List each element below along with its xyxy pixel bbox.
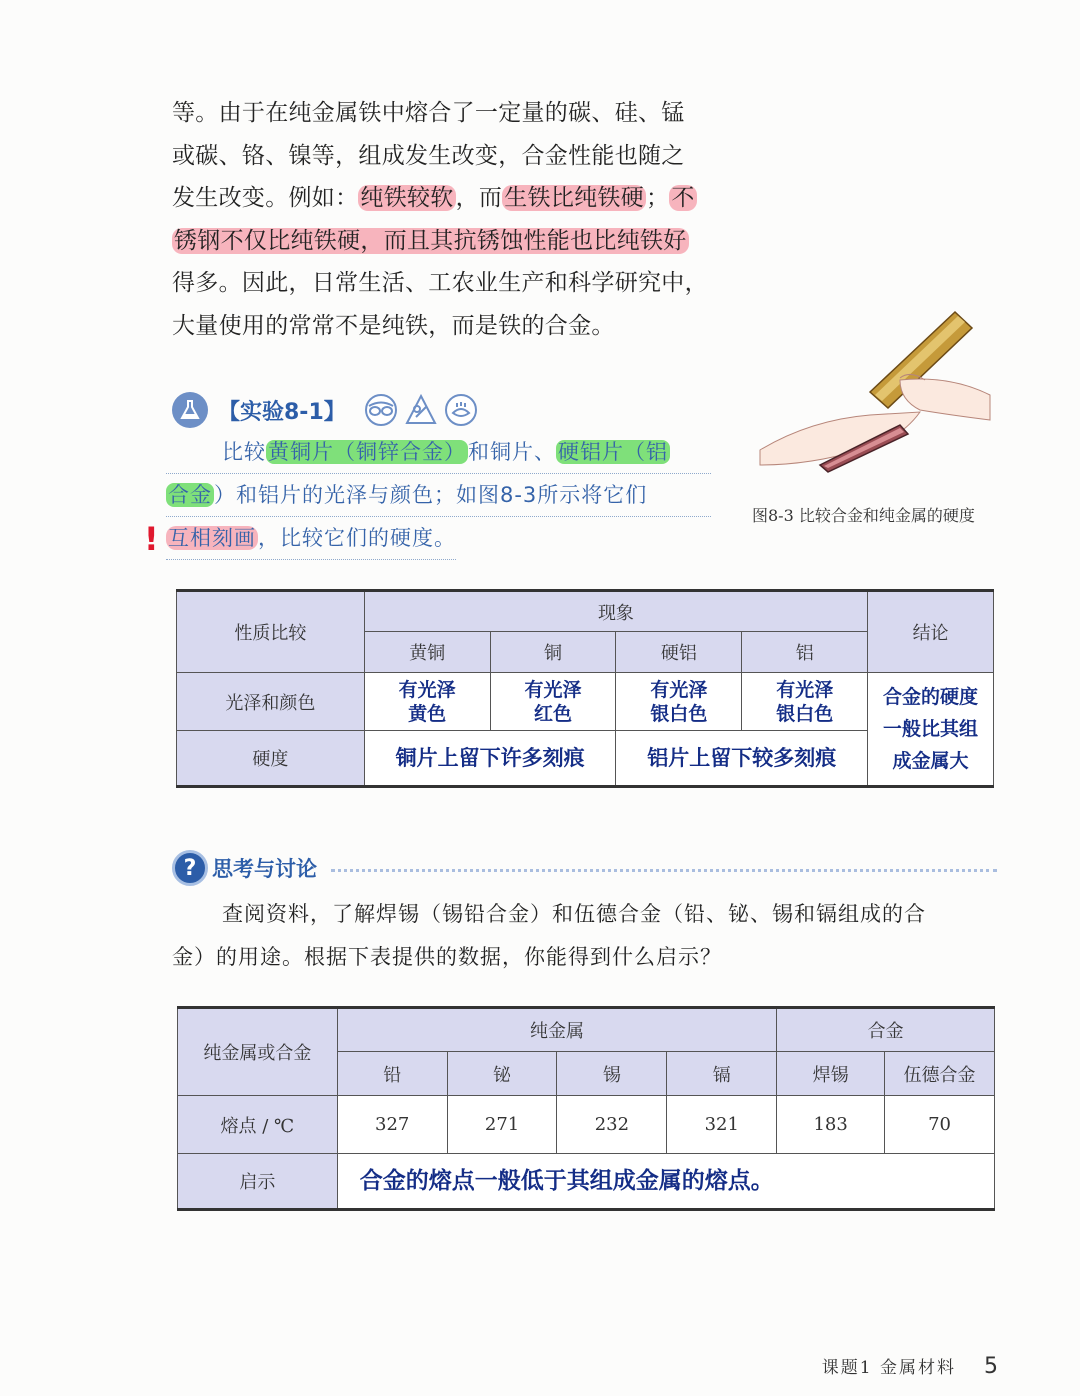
experiment-line (166, 517, 456, 560)
highlight-pure-iron: 纯铁较软 (360, 185, 454, 211)
hand-wash-icon (444, 393, 478, 427)
figure-caption: 图8-3 比较合金和纯金属的硬度 (752, 506, 975, 525)
body-paragraph (172, 92, 717, 347)
header-aluminum: 铝 (742, 632, 868, 673)
row-label-melting: 熔点 / ℃ (178, 1096, 338, 1154)
conclusion-cell (868, 673, 994, 787)
header-cadmium: 镉 (667, 1052, 777, 1096)
body-line: 大量使用的常常不是纯铁，而是铁的合金。 (172, 312, 615, 339)
header-tin: 锡 (557, 1052, 667, 1096)
highlight-pig-iron: 生铁比纯铁硬 (504, 185, 645, 211)
luster-brass-cell (364, 673, 490, 731)
melting-point-table (177, 1006, 995, 1211)
experiment-text (166, 431, 711, 560)
melting-tin: 232 (557, 1096, 667, 1154)
handwritten-note: 合金的熔点一般低于其组成金属的熔点。 (359, 1168, 774, 1194)
header-bismuth: 铋 (447, 1052, 557, 1096)
header-duralumin: 硬铝 (616, 632, 742, 673)
body-text: ，而 (455, 185, 503, 211)
row-label-insight: 启示 (178, 1154, 338, 1210)
dotted-divider (331, 869, 997, 872)
highlight-scratch: 互相刻画 (168, 526, 256, 550)
handwritten-note: 合金的硬度一般比其组成金属大 (883, 686, 979, 772)
header-property: 性质比较 (177, 591, 365, 673)
highlight-brass: 黄铜片（铜锌合金） (268, 440, 466, 464)
melting-solder: 183 (777, 1096, 885, 1154)
header-solder: 焊锡 (777, 1052, 885, 1096)
row-label-hardness: 硬度 (177, 731, 365, 787)
exclamation-mark: ! (144, 520, 159, 558)
safety-icons (364, 393, 478, 427)
body-line: 或碳、铬、镍等，组成发生改变，合金性能也随之 (172, 142, 685, 169)
experiment-line (166, 474, 711, 517)
melting-cadmium: 321 (667, 1096, 777, 1154)
header-alloy: 合金 (777, 1008, 995, 1052)
row-label-luster: 光泽和颜色 (177, 673, 365, 731)
header-phenomenon: 现象 (364, 591, 867, 632)
body-line (172, 220, 717, 263)
luster-aluminum-cell (742, 673, 868, 731)
handwritten-note: 有光泽 红色 (524, 678, 582, 725)
experiment-text-span: 比较 (222, 440, 266, 464)
insight-cell (337, 1154, 994, 1210)
header-conclusion: 结论 (868, 591, 994, 673)
experiment-results-table (176, 589, 994, 788)
sharp-object-icon (404, 393, 438, 427)
goggles-icon (364, 393, 398, 427)
melting-woods-metal: 70 (885, 1096, 995, 1154)
header-type: 纯金属或合金 (178, 1008, 338, 1096)
melting-bismuth: 271 (447, 1096, 557, 1154)
discussion-title: 思考与讨论 (212, 857, 317, 881)
luster-duralumin-cell (616, 673, 742, 731)
body-line (172, 177, 717, 220)
handwritten-note: 铝片上留下较多刻痕 (647, 746, 837, 770)
header-pure-metal: 纯金属 (337, 1008, 776, 1052)
question-icon: ? (172, 850, 208, 886)
highlight-stainless: 不 (671, 185, 695, 211)
hardness-duralumin-aluminum-cell (616, 731, 868, 787)
experiment-header (172, 392, 478, 428)
handwritten-note: 有光泽 银白色 (776, 678, 834, 725)
body-text: ； (646, 185, 670, 211)
hardness-brass-copper-cell (364, 731, 616, 787)
handwritten-note: 有光泽 黄色 (398, 678, 456, 725)
melting-lead: 327 (337, 1096, 447, 1154)
discussion-header (172, 850, 997, 886)
header-brass: 黄铜 (364, 632, 490, 673)
discussion-line: 金）的用途。根据下表提供的数据，你能得到什么启示？ (172, 945, 722, 969)
handwritten-note: 铜片上留下许多刻痕 (395, 746, 585, 770)
highlight-duralumin: 硬铝片（铝 (558, 440, 668, 464)
header-copper: 铜 (490, 632, 616, 673)
experiment-title: 【实验8-1】 (218, 399, 346, 425)
section-title: 课题1 金属材料 (821, 1358, 956, 1378)
experiment-line (166, 431, 711, 474)
header-lead: 铅 (337, 1052, 447, 1096)
body-line: 得多。因此，日常生活、工农业生产和科学研究中， (172, 270, 708, 296)
page-footer (822, 1353, 1000, 1379)
body-text: 发生改变。例如： (172, 185, 359, 211)
luster-copper-cell (490, 673, 616, 731)
experiment-text-span: ，比较它们的硬度。 (258, 526, 456, 550)
highlight-stainless-cont: 锈钢不仅比纯铁硬，而且其抗锈蚀性能也比纯铁好 (174, 227, 687, 254)
discussion-line: 查阅资料，了解焊锡（锡铅合金）和伍德合金（铅、铋、锡和镉组成的合 (222, 902, 926, 926)
body-line: 等。由于在纯金属铁中熔合了一定量的碳、硅、锰 (172, 100, 685, 126)
figure-hardness-comparison (750, 300, 1000, 490)
discussion-text (172, 893, 1002, 979)
handwritten-note: 有光泽 银白色 (650, 678, 708, 725)
page-number: 5 (984, 1354, 1000, 1379)
flask-icon (172, 392, 208, 428)
experiment-text-span: ）和铝片的光泽与颜色；如图8-3所示将它们 (214, 483, 648, 507)
highlight-alloy: 合金 (168, 483, 212, 507)
experiment-text-span: 和铜片、 (468, 440, 556, 464)
header-woods-metal: 伍德合金 (885, 1052, 995, 1096)
